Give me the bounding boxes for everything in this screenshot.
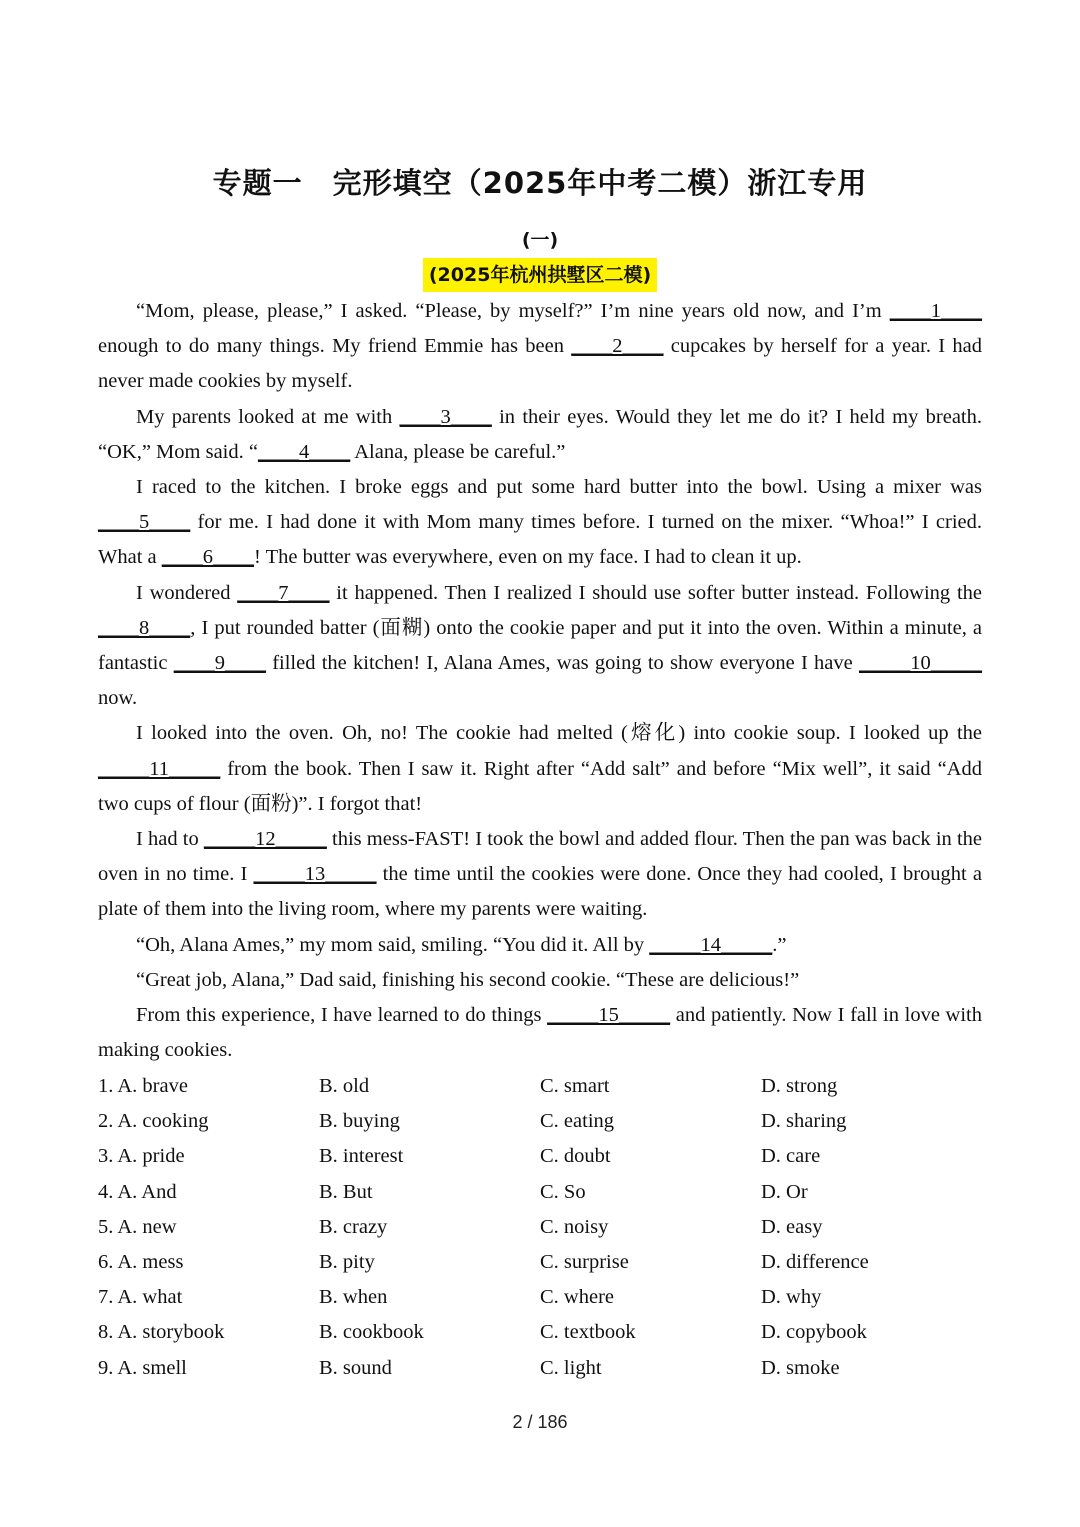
option-choice: C. where <box>540 1286 615 1309</box>
cloze-blank: ____4____ <box>257 440 351 463</box>
cloze-blank: ____5____ <box>98 511 191 534</box>
passage-text: I looked into the oven. Oh, no! The cookie had melted (熔化) into cookie soup. I looked up the <box>136 722 982 745</box>
option-choice: C. light <box>540 1356 602 1379</box>
option-choice: B. pity <box>319 1250 375 1273</box>
passage-text: enough to do many things. My friend Emmie has been <box>98 335 572 358</box>
passage-paragraph <box>98 716 982 822</box>
option-choice: B. sound <box>319 1356 392 1379</box>
option-choice: C. eating <box>540 1110 615 1133</box>
cloze-blank: ____2____ <box>571 335 664 358</box>
option-choice: D. strong <box>761 1075 838 1097</box>
option-row <box>98 1315 982 1350</box>
passage-paragraph <box>98 963 982 998</box>
option-choice: D. smoke <box>761 1356 840 1379</box>
passage-text: now. <box>98 687 138 710</box>
option-row <box>98 1245 982 1280</box>
passage-text: My parents looked at me with <box>136 405 400 428</box>
option-choice: C. So <box>540 1180 586 1203</box>
passage-text: From this experience, I have learned to do things <box>136 1004 548 1027</box>
option-choice: 2. A. cooking <box>98 1110 209 1133</box>
cloze-blank: ____7____ <box>237 581 330 604</box>
passage-paragraph <box>98 576 982 717</box>
option-choice: D. why <box>761 1286 822 1309</box>
passage-text: it happened. Then I realized I should use softer butter instead. Following the <box>329 581 983 604</box>
passage-text: I raced to the kitchen. I broke eggs and put some hard butter into the bowl. Using a mixer was <box>136 476 982 499</box>
passage-text: filled the kitchen! I, Alana Ames, was going to show everyone I have <box>265 652 859 675</box>
option-choice: B. But <box>319 1180 373 1203</box>
passage-text: I had to <box>136 828 204 851</box>
option-row <box>98 1139 982 1174</box>
passage-text: this mess-FAST! I took the bowl and added flour. Then the pan was back in the oven in no time. I <box>98 828 982 886</box>
cloze-blank: _____14_____ <box>649 933 773 956</box>
passage-text: and patiently. Now I fall in love with making cookies. <box>98 1004 983 1062</box>
option-choice: 8. A. storybook <box>98 1321 225 1344</box>
passage-paragraph <box>98 822 982 928</box>
option-choice: B. buying <box>319 1110 400 1133</box>
option-choice: D. difference <box>761 1250 869 1273</box>
source-tag: (2025年杭州拱墅区二模) <box>423 258 657 292</box>
cloze-blank: ____1____ <box>889 300 982 322</box>
option-choice: D. care <box>761 1145 821 1168</box>
cloze-blank: _____11_____ <box>98 757 221 780</box>
option-choice: C. noisy <box>540 1215 609 1238</box>
passage-paragraph <box>98 998 982 1068</box>
cloze-blank: ____3____ <box>399 405 492 428</box>
option-choice: 5. A. new <box>98 1215 177 1238</box>
passage-text: cupcakes by herself for a year. I had never made cookies by myself. <box>98 335 982 393</box>
passage-text: ! The butter was everywhere, even on my face. I had to clean it up. <box>254 546 802 569</box>
passage-text: Alana, please be careful.” <box>350 440 566 463</box>
passage-paragraph <box>98 470 982 576</box>
section-number: (一) <box>521 229 559 251</box>
cloze-blank: ____6____ <box>161 546 254 569</box>
option-choice: C. textbook <box>540 1321 636 1344</box>
cloze-blank: ____8____ <box>98 616 191 639</box>
passage-paragraph <box>98 400 982 470</box>
cloze-blank: ____9____ <box>173 652 266 675</box>
page-number: 2 / 186 <box>512 1412 568 1432</box>
option-choice: D. Or <box>761 1180 808 1203</box>
option-row <box>98 1175 982 1210</box>
answer-options <box>98 1069 982 1386</box>
cloze-blank: _____15_____ <box>547 1004 671 1027</box>
passage-text: for me. I had done it with Mom many times before. I turned on the mixer. “Whoa!” I cried. What a <box>98 511 982 569</box>
passage-paragraph <box>98 294 982 400</box>
option-row <box>98 1069 982 1104</box>
option-choice: 4. A. And <box>98 1180 177 1203</box>
option-choice: D. sharing <box>761 1110 847 1133</box>
page-title: 专题一 完形填空（2025年中考二模）浙江专用 <box>212 166 868 200</box>
option-choice: B. old <box>319 1075 370 1097</box>
passage-text: “Great job, Alana,” Dad said, finishing his second cookie. “These are delicious!” <box>136 968 800 991</box>
passage-text: in their eyes. Would they let me do it? I held my breath. “OK,” Mom said. “ <box>98 405 982 463</box>
option-row <box>98 1351 982 1386</box>
option-choice: D. easy <box>761 1215 823 1238</box>
passage-text: the time until the cookies were done. Once they had cooled, I brought a plate of them into the living room, where my parents were waiting. <box>98 863 982 921</box>
option-choice: D. copybook <box>761 1321 867 1344</box>
cloze-blank: _____13_____ <box>253 863 377 886</box>
option-choice: 9. A. smell <box>98 1356 187 1379</box>
option-row <box>98 1104 982 1139</box>
cloze-passage <box>98 294 982 1068</box>
passage-text: from the book. Then I saw it. Right after “Add salt” and before “Mix well”, it said “Add two cups of flour (面粉)”. I forgot that! <box>98 757 982 815</box>
option-choice: C. surprise <box>540 1250 629 1273</box>
option-choice: B. interest <box>319 1145 404 1168</box>
cloze-blank: _____12_____ <box>203 828 327 851</box>
option-row <box>98 1210 982 1245</box>
cloze-blank: _____10_____ <box>859 652 982 675</box>
option-choice: B. crazy <box>319 1215 388 1238</box>
passage-paragraph <box>98 928 982 963</box>
passage-text: “Mom, please, please,” I asked. “Please, by myself?” I’m nine years old now, and I’m <box>136 300 890 322</box>
option-choice: C. smart <box>540 1075 610 1097</box>
option-choice: B. when <box>319 1286 388 1309</box>
option-choice: B. cookbook <box>319 1321 424 1344</box>
option-choice: 3. A. pride <box>98 1145 185 1168</box>
option-choice: C. doubt <box>540 1145 611 1168</box>
option-row <box>98 1280 982 1315</box>
option-choice: 1. A. brave <box>98 1075 188 1097</box>
passage-text: , I put rounded batter (面糊) onto the cookie paper and put it into the oven. Within a minute, a fantastic <box>98 616 982 675</box>
option-choice: 7. A. what <box>98 1286 183 1309</box>
passage-text: .” <box>772 933 787 956</box>
passage-text: I wondered <box>136 581 238 604</box>
option-choice: 6. A. mess <box>98 1250 184 1273</box>
source-tag-wrapper <box>0 258 1080 292</box>
passage-text: “Oh, Alana Ames,” my mom said, smiling. “You did it. All by <box>136 933 650 956</box>
